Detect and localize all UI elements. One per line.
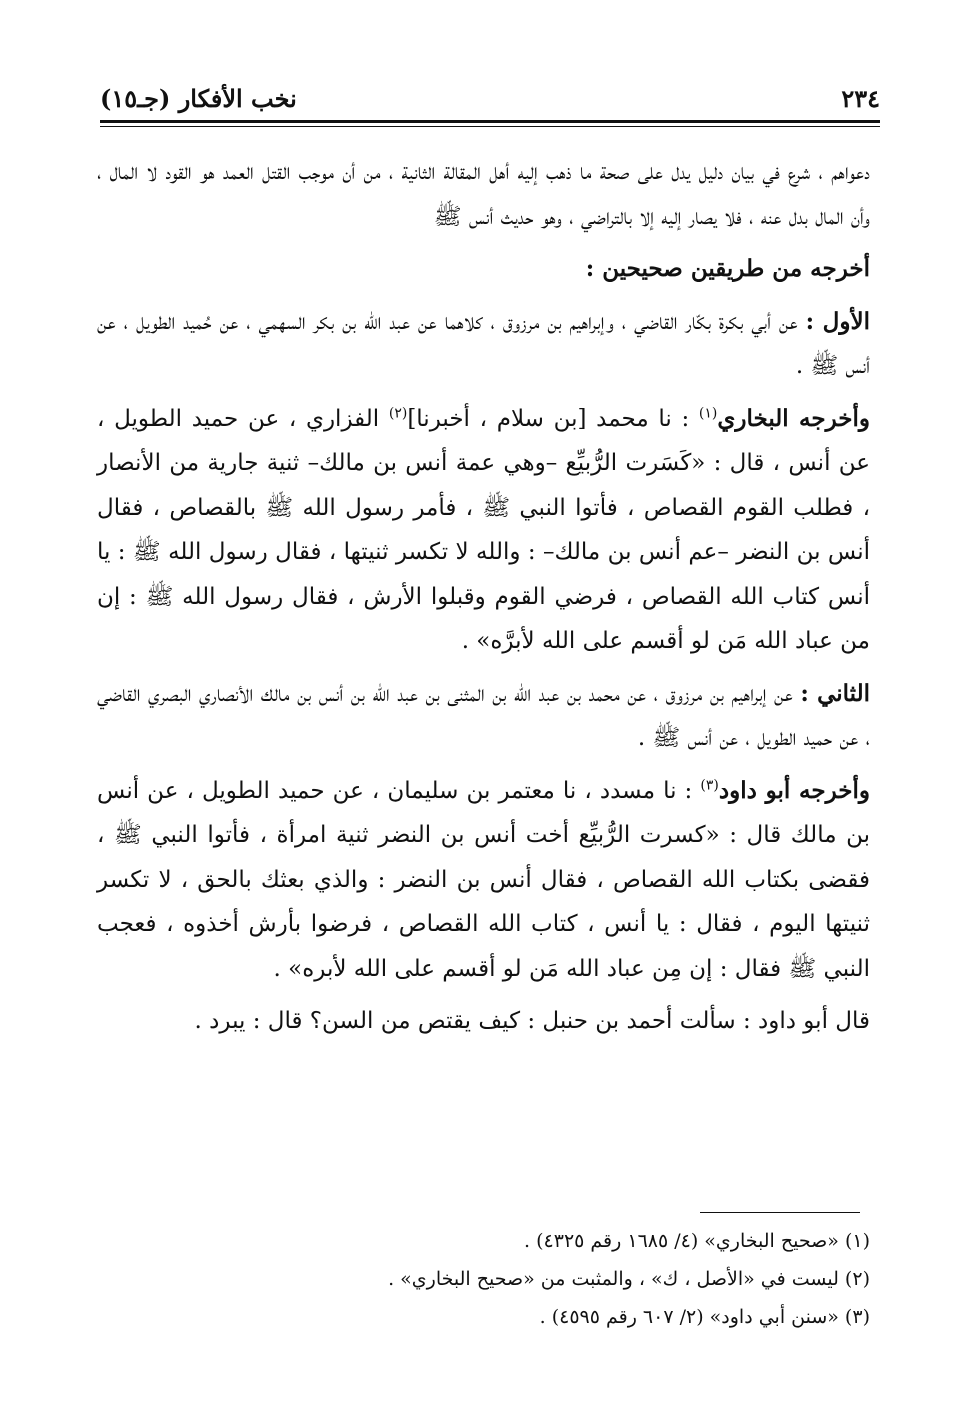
bukhari-text-b: الفزاري ، عن حميد الطويل ، عن أنس ، قال : «كَسَرت الرُّبيِّع –وهي عمة أنس بن مالك– ثنية جارية من الأنصار ، فطلب القوم القصاص ، فأتوا النبي ﷺ ، فأمر رسول الله ﷺ بالقصاص ، فقال أنس بن النضر –عم أنس بن مالك– : والله لا تكسر ثنيتها ، فقال رسول الله ﷺ : يا أنس كتاب الله القصاص ، فرضي القوم وقبلوا الأرش ، فقال رسول الله ﷺ : إن من عباد الله مَن لو أقسم على الله لأبرَّه» . — [97, 405, 870, 654]
footnotes — [110, 1222, 870, 1336]
running-header — [100, 78, 880, 118]
section-heading: أخرجه من طريقين صحيحين : — [585, 255, 870, 282]
lead-second: الثاني : — [800, 679, 870, 707]
paragraph-abu-dawud — [97, 769, 870, 992]
paragraph-closing: قال أبو داود : سألت أحمد بن حنبل : كيف يقتص من السن؟ قال : يبرد . — [194, 1008, 870, 1034]
paragraph-second-route — [97, 672, 870, 761]
footnote-ref-2[interactable]: (٢) — [388, 404, 408, 421]
footnote-2: (٢) ليست في «الأصل ، ك» ، والمثبت من «صحيح البخاري» . — [388, 1268, 870, 1290]
lead-abu-dawud: وأخرجه أبو داود — [718, 776, 870, 804]
paragraph-bukhari — [97, 397, 870, 664]
header-rule-thick — [100, 120, 880, 123]
footnote-1: (١) «صحيح البخاري» (٤/ ١٦٨٥ رقم ٤٣٢٥) . — [524, 1230, 870, 1252]
footnote-3: (٣) «سنن أبي داود» (٢/ ٦٠٧ رقم ٤٥٩٥) . — [539, 1306, 870, 1328]
paragraph-first-route — [97, 300, 870, 389]
lead-bukhari: وأخرجه البخاري — [717, 404, 870, 432]
footnote-separator — [700, 1212, 860, 1213]
page-number: ٢٣٤ — [841, 83, 880, 113]
second-route-text: عن إبراهيم بن مرزوق ، عن محمد بن عبد الله بن المثنى بن عبد الله بن أنس بن مالك الأنصاري البصري القاضي ، عن حميد الطويل ، عن أنس ﷺ . — [97, 680, 870, 751]
main-text — [97, 150, 870, 1052]
abu-dawud-text: : نا مسدد ، نا معتمر بن سليمان ، عن حميد الطويل ، عن أنس بن مالك قال : «كسرت الرُّبيِّع أخت أنس بن النضر ثنية امرأة ، فأتوا النبي ﷺ ، فقضى بكتاب الله القصاص ، فقال أنس بن النضر : والذي بعثك بالحق ، لا تكسر ثنيتها اليوم ، فقال : يا أنس ، كتاب الله القصاص ، فرضوا بأرش أخذوه ، فعجب النبي ﷺ فقال : إن مِن عباد الله مَن لو أقسم على الله لأبره» . — [97, 777, 870, 982]
paragraph-intro: دعواهم ، شرع في بيان دليل يدل على صحة ما ذهب إليه أهل المقالة الثانية ، من أن موجب القتل العمد هو القود لا المال ، وأن المال بدل عنه ، فلا يصار إليه إلا بالتراضي ، وهو حديث أنس ﷺ — [97, 159, 870, 230]
footnote-ref-1[interactable]: (١) — [698, 404, 718, 421]
first-route-text: عن أبي بكرة بكّار القاضي ، وإبراهيم بن مرزوق ، كلاهما عن عبد الله بن بكر السهمي ، عن حُميد الطويل ، عن أنس ﷺ . — [97, 308, 870, 379]
lead-first: الأول : — [805, 307, 870, 335]
book-title: نخب الأفكار (جـ١٥) — [100, 83, 297, 113]
footnote-ref-3[interactable]: (٣) — [700, 776, 719, 793]
bukhari-text-a: : نا محمد [بن سلام ، أخبرنا] — [407, 405, 699, 432]
header-rule-thin — [100, 126, 880, 127]
